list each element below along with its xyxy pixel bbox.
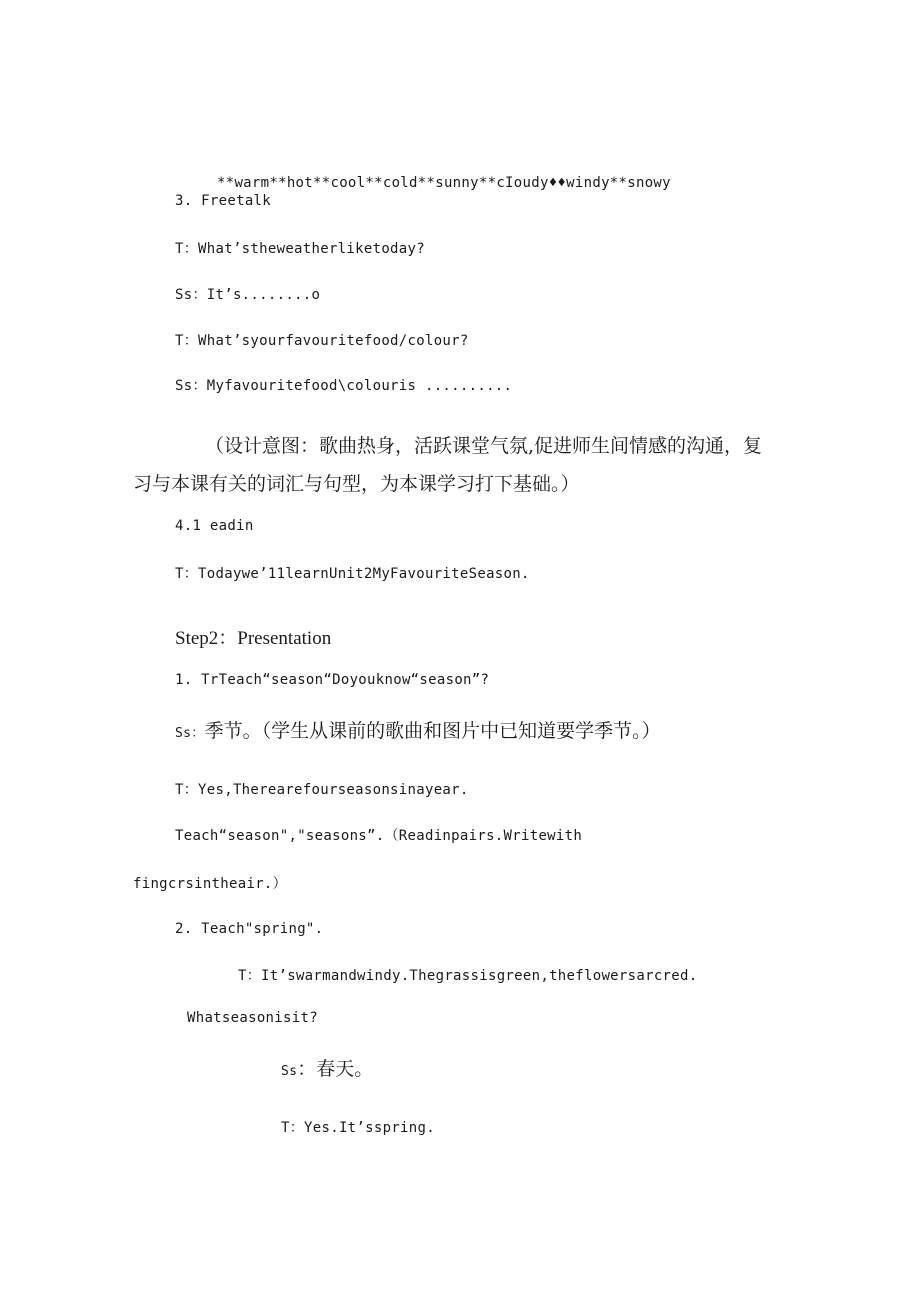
spring-answer-text: ：春天。 <box>297 1058 374 1080</box>
teacher-weather-question: T：What’stheweatherliketoday? <box>175 241 425 257</box>
students-spring-answer <box>281 1054 373 1081</box>
ss-label: Ss： <box>175 726 205 741</box>
teacher-four-seasons: T：Yes,Therearefourseasonsinayear. <box>175 782 469 798</box>
students-weather-answer: Ss：It’s........o <box>175 287 321 303</box>
teacher-warm-line: T：It’swarmandwindy.Thegrassisgreen,theflowersarcred. <box>238 968 698 984</box>
weather-words-line: **warm**hot**cool**cold**sunny**cIoudy♦♦windy**snowy <box>217 175 671 191</box>
teach-spring-heading: 2. Teach"spring". <box>175 921 324 937</box>
reading-heading: 4.1 eadin <box>175 518 254 534</box>
teach-seasons-line: Teach“season","seasons”.（Readinpairs.Writewith <box>175 828 583 844</box>
freetalk-heading: 3. Freetalk <box>175 193 272 209</box>
teach-season-line: 1. TrTeach“season“Doyouknow“season”? <box>175 672 490 688</box>
fingers-line: fingcrsintheair.） <box>133 876 287 892</box>
step2-heading: Step2：Presentation <box>175 628 332 649</box>
students-food-answer: Ss：Myfavouritefood\colouris .......... <box>175 378 513 394</box>
what-season-question: Whatseasonisit? <box>187 1010 318 1026</box>
students-season-answer <box>175 716 661 743</box>
design-intent-line-2: 习与本课有关的词汇与句型，为本课学习打下基础。） <box>133 473 580 495</box>
season-answer-text: 季节。（学生从课前的歌曲和图片中已知道要学季节。） <box>204 720 661 742</box>
teacher-today-line: T：Todaywe’11learnUnit2MyFavouriteSeason. <box>175 566 530 582</box>
teacher-spring-line: T：Yes.It’sspring. <box>281 1120 435 1136</box>
ss-label-2: Ss <box>281 1064 298 1079</box>
teacher-food-question: T：What’syourfavouritefood/colour? <box>175 333 469 349</box>
design-intent-line-1: （设计意图：歌曲热身，活跃课堂气氛,促进师生间情感的沟通，复 <box>205 435 763 457</box>
